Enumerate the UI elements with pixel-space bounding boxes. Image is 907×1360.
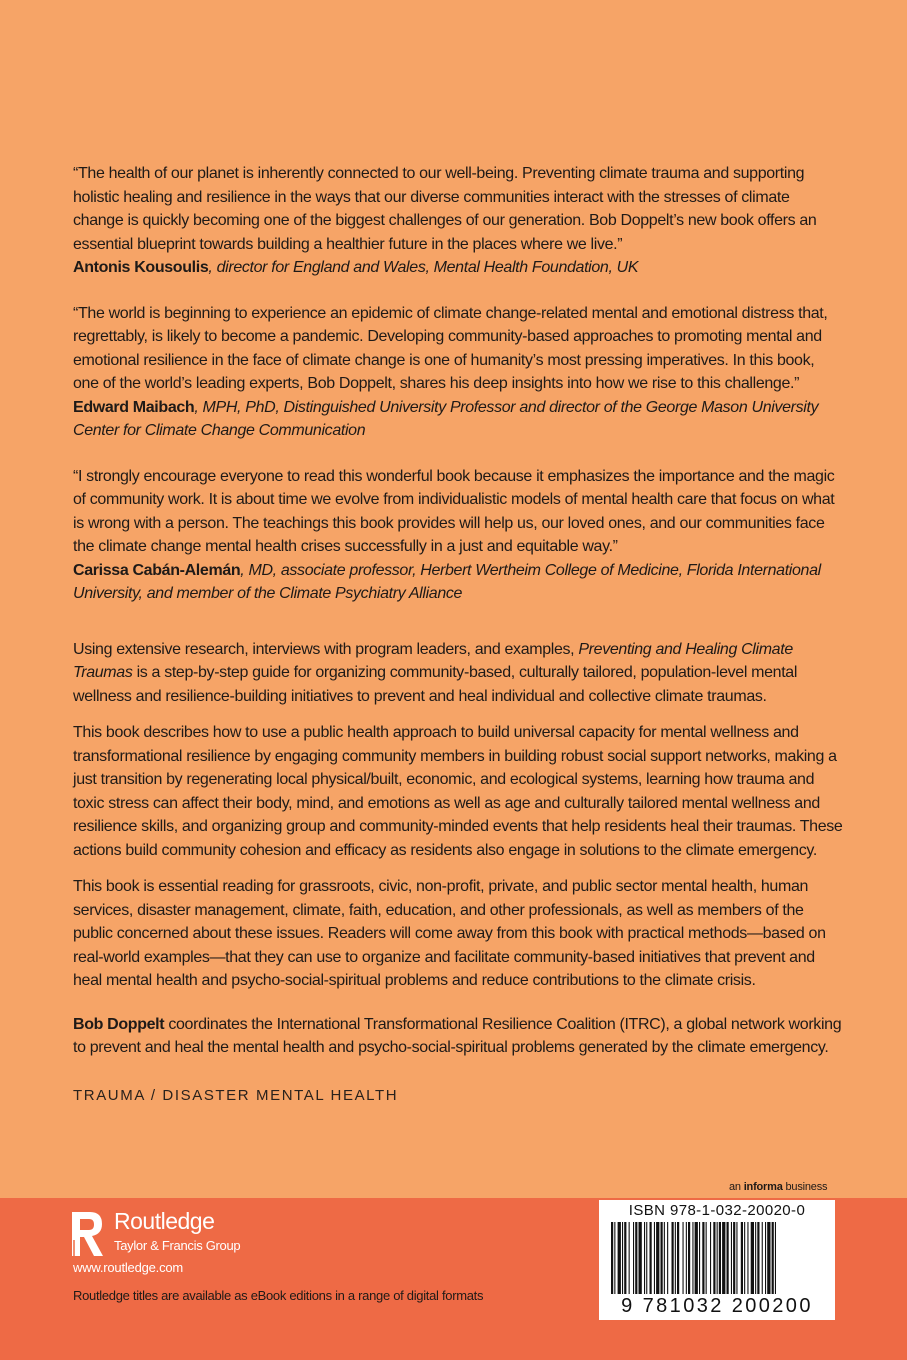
isbn-digits: 9 781032 200200 (621, 1295, 813, 1317)
description-text: is a step-by-step guide for organizing community-based, culturally tailored, population-level mental wellness and resilience-building initiatives to prevent and heal individual and collective climate traumas. (73, 664, 798, 705)
ebook-note: Routledge titles are available as eBook editions in a range of digital formats (73, 1288, 484, 1303)
endorsement-2 (73, 302, 843, 443)
endorser-role: , MPH, PhD, Distinguished University Professor and director of the George Mason University Center for Climate Change Communication (73, 398, 819, 439)
endorsement-1 (73, 162, 843, 280)
barcode-icon (607, 1222, 827, 1294)
back-cover-text (73, 162, 843, 1107)
book-description (73, 638, 843, 993)
description-paragraph-1 (73, 638, 843, 709)
endorsement-attribution (73, 396, 843, 443)
endorser-role: , director for England and Wales, Mental Health Foundation, UK (208, 259, 639, 276)
author-name: Bob Doppelt (73, 1015, 165, 1033)
endorser-name: Edward Maibach (73, 398, 195, 416)
endorsement-text: “The world is beginning to experience an epidemic of climate change-related mental and emotional distress that, regrettably, is likely to become a pandemic. Developing community-based approaches to promoting mental and emotional resilience in the face of climate change is one of humanity’s most pressing imperatives. In this book, one of the world’s leading experts, Bob Doppelt, shares his deep insights into how we rise to this challenge.” (73, 304, 828, 392)
informa-prefix: an (729, 1181, 744, 1193)
endorsement-text: “The health of our planet is inherently connected to our well-being. Preventing climate trauma and supporting holistic healing and resilience in the ways that our diverse communities interact with the stresses of climate change is quickly becoming one of the biggest challenges of our generation. Bob Doppelt’s new book offers an essential blueprint towards building a healthier future in the places where we live.” (73, 165, 817, 253)
endorsement-attribution (73, 559, 843, 606)
publisher-name: Routledge (114, 1208, 215, 1234)
description-paragraph-3: This book is essential reading for grassroots, civic, non-profit, private, and public sector mental health, human services, disaster management, climate, faith, education, and other professionals, as well as members of the public concerned about these issues. Readers will come away from this book with practical methods—based on real-world examples—that they can use to organize and facilitate community-based initiatives that prevent and heal mental health and psycho-social-spiritual problems and reduce contributions to the climate crisis. (73, 878, 826, 989)
author-bio (73, 1013, 843, 1060)
publisher-group: Taylor & Francis Group (114, 1238, 241, 1253)
endorsement-attribution (73, 256, 843, 280)
endorser-name: Antonis Kousoulis (73, 259, 209, 276)
book-title: Preventing and Healing Climate Traumas (73, 640, 793, 681)
informa-brand: informa (743, 1181, 783, 1193)
author-bio-text: coordinates the International Transformational Resilience Coalition (ITRC), a global network working to prevent and heal the mental health and psycho-social-spiritual problems generated by the climate emergency. (73, 1015, 842, 1056)
description-text: Using extensive research, interviews with program leaders, and examples, (73, 640, 579, 658)
routledge-logo-icon (70, 1210, 106, 1258)
endorsement-text: “I strongly encourage everyone to read this wonderful book because it emphasizes the importance and the magic of community work. It is about time we evolve from individualistic models of mental health care that focus on what is wrong with a person. The teachings this book provides will help us, our loved ones, and our communities face the climate change mental health crises successfully in a just and equitable way.” (73, 467, 835, 555)
isbn-barcode (599, 1200, 835, 1320)
endorser-name: Carissa Cabán-Alemán (73, 561, 241, 579)
endorser-role: , MD, associate professor, Herbert Wertheim College of Medicine, Florida International University, and member of the Climate Psychiatry Alliance (73, 561, 821, 602)
informa-suffix: business (782, 1181, 828, 1193)
isbn-label: ISBN 978-1-032-20020-0 (628, 1202, 806, 1219)
subject-category: TRAUMA / DISASTER MENTAL HEALTH (73, 1086, 399, 1104)
endorsement-3 (73, 465, 843, 606)
publisher-website[interactable]: www.routledge.com (73, 1260, 184, 1275)
description-paragraph-2: This book describes how to use a public health approach to build universal capacity for mental wellness and transformational resilience by engaging community members in building robust social support networks, making a just transition by regenerating local physical/built, economic, and ecological systems, learning how trauma and toxic stress can affect their body, mind, and emotions as well as age and culturally tailored mental wellness and resilience skills, and organizing group and community-minded events that help residents heal their traumas. These actions build community cohesion and efficacy as residents also engage in solutions to the climate emergency. (73, 724, 843, 859)
informa-tagline (729, 1181, 827, 1193)
